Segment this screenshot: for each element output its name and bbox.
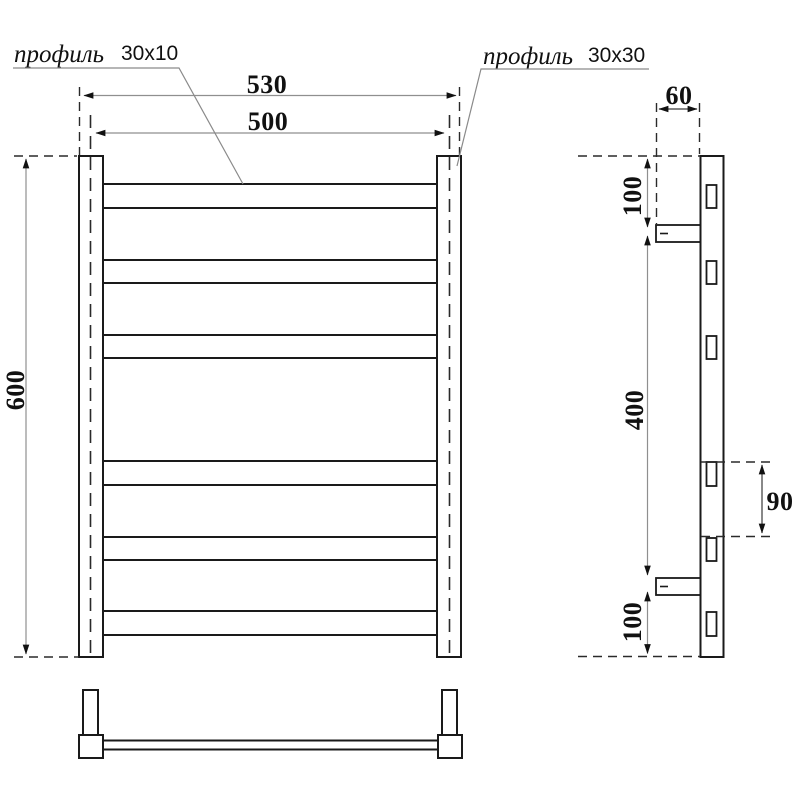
dimension-value-400: 400 xyxy=(620,389,649,431)
dimension-value-90: 90 xyxy=(766,487,794,516)
post-section-left xyxy=(79,735,103,758)
bracket-stem-left xyxy=(83,690,98,736)
label-profile-30x10 xyxy=(13,41,243,184)
dimension-400 xyxy=(620,236,649,575)
crossbar xyxy=(102,537,438,560)
dimension-500 xyxy=(96,107,444,136)
dimension-value-600: 600 xyxy=(1,369,30,411)
crossbar xyxy=(102,260,438,283)
front-view xyxy=(79,115,461,658)
dimension-value-100: 100 xyxy=(618,175,647,217)
bracket-stem-right xyxy=(442,690,457,736)
dimension-value-530: 530 xyxy=(246,70,288,99)
rung-section xyxy=(707,336,717,359)
profile-size: 30x30 xyxy=(588,44,646,67)
dimension-value-60: 60 xyxy=(665,81,693,110)
post-side xyxy=(701,156,724,657)
crossbar-plan xyxy=(102,741,438,750)
dimension-value-500: 500 xyxy=(247,107,289,136)
profile-word: профиль xyxy=(14,41,105,68)
crossbar xyxy=(102,461,438,485)
label-profile-30x30 xyxy=(457,43,649,166)
profile-word: профиль xyxy=(483,43,574,70)
post-section-right xyxy=(438,735,462,758)
crossbar xyxy=(102,335,438,358)
dimension-100-top xyxy=(618,159,648,227)
dimension-60 xyxy=(657,81,700,224)
rung-section xyxy=(707,538,717,561)
crossbar xyxy=(102,184,438,208)
rung-section xyxy=(707,261,717,284)
dimension-100-bottom xyxy=(618,592,648,654)
leader-line xyxy=(457,69,649,166)
dimension-value-100: 100 xyxy=(618,601,647,643)
rung-section xyxy=(707,185,717,208)
leader-line xyxy=(13,68,243,184)
side-view xyxy=(578,156,724,657)
profile-size: 30x10 xyxy=(121,42,179,65)
rung-section xyxy=(707,612,717,636)
rung-section xyxy=(707,462,717,486)
crossbar xyxy=(102,611,438,635)
dimension-600 xyxy=(1,156,79,657)
bottom-view xyxy=(79,690,462,758)
